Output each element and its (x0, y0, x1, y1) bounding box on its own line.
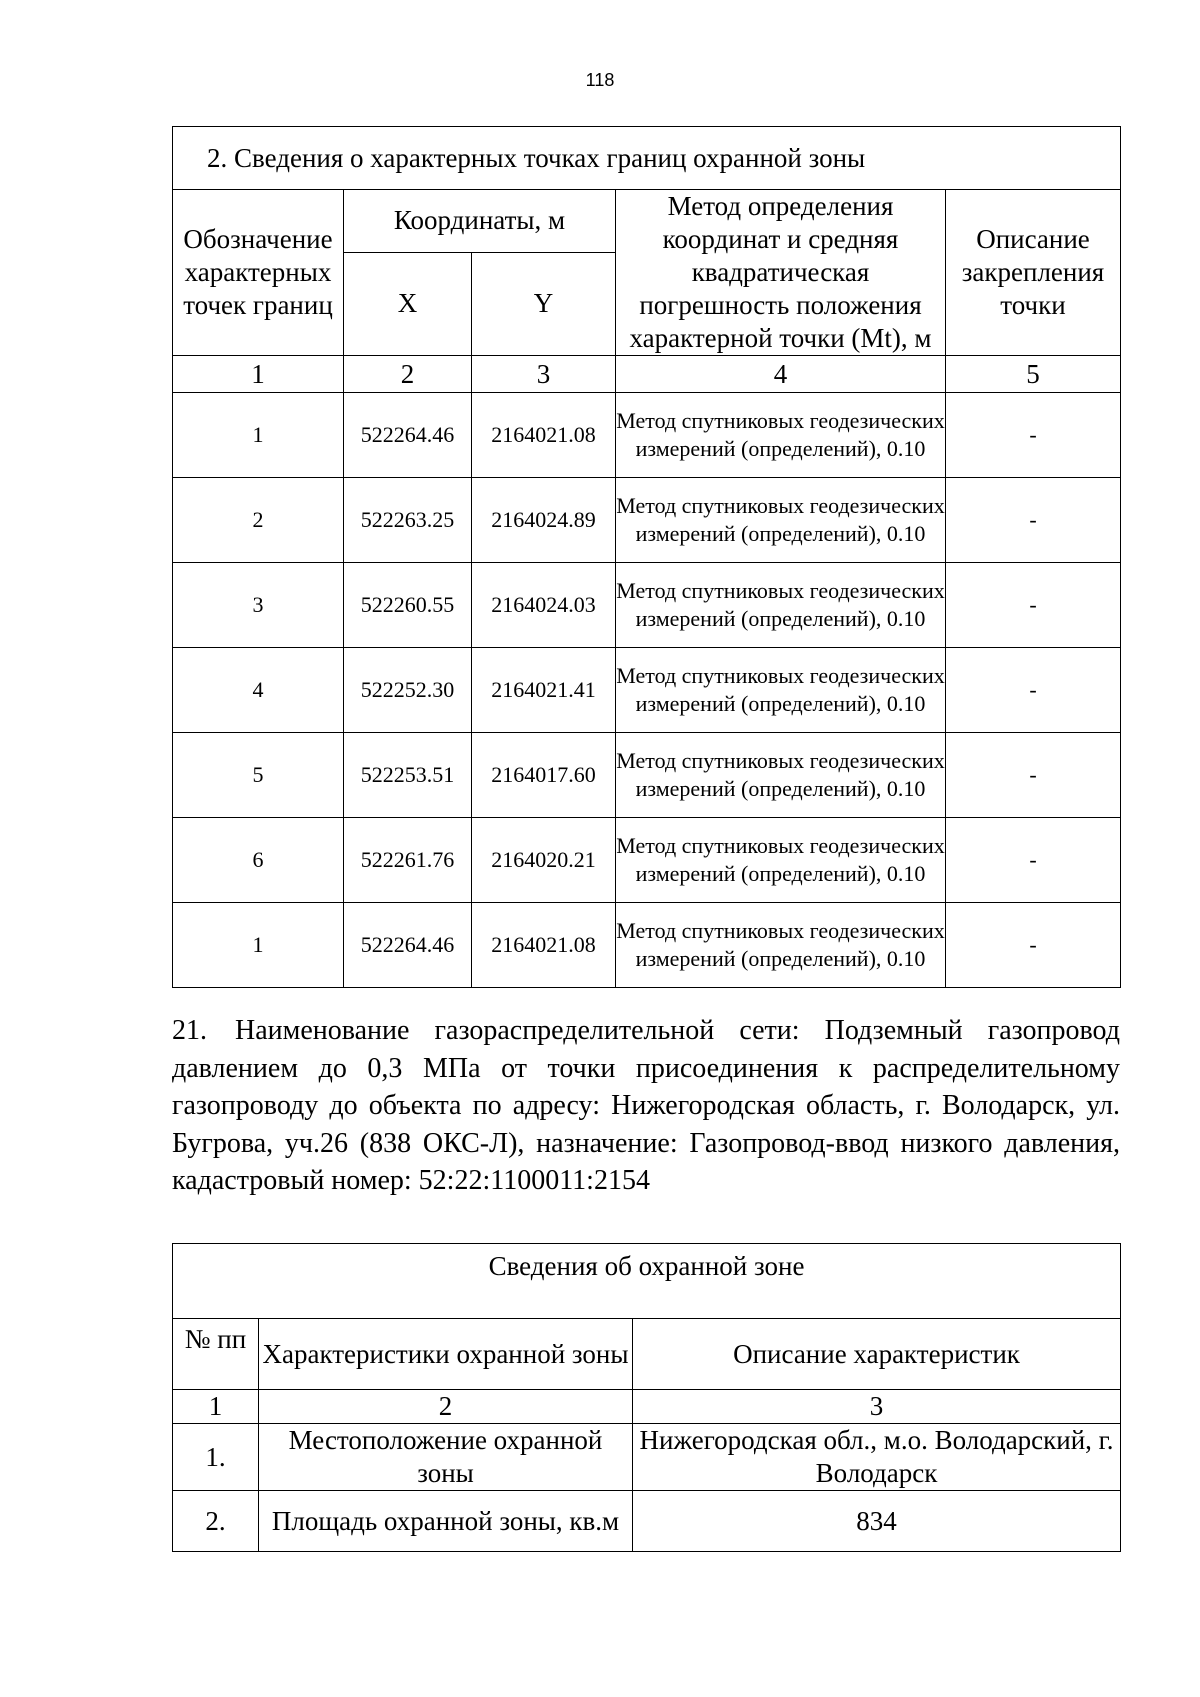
table-row (173, 1491, 1121, 1552)
column-number: 3 (472, 356, 616, 393)
row-number: 2. (173, 1491, 259, 1552)
column-number: 1 (173, 1390, 259, 1424)
header-y: Y (472, 252, 616, 356)
description-cell: - (946, 563, 1121, 648)
boundary-points-table (172, 126, 1121, 988)
point-id: 5 (173, 733, 344, 818)
characteristic-name: Местоположение охранной зоны (259, 1424, 633, 1491)
description-cell: - (946, 818, 1121, 903)
column-number: 3 (633, 1390, 1121, 1424)
coord-x: 522253.51 (344, 733, 472, 818)
description-cell: - (946, 733, 1121, 818)
table-row (173, 563, 1121, 648)
point-id: 2 (173, 478, 344, 563)
column-number: 2 (344, 356, 472, 393)
description-cell: - (946, 648, 1121, 733)
header-method: Метод определения координат и средняя квадратическая погрешность положения характерной точки (Mt), м (616, 190, 946, 356)
coord-y: 2164024.89 (472, 478, 616, 563)
method-cell: Метод спутниковых геодезических измерений (определений), 0.10 (616, 903, 946, 988)
column-number: 1 (173, 356, 344, 393)
table-row (173, 478, 1121, 563)
column-number: 4 (616, 356, 946, 393)
header-description: Описание закрепления точки (946, 190, 1121, 356)
coord-x: 522260.55 (344, 563, 472, 648)
column-number: 5 (946, 356, 1121, 393)
coord-x: 522261.76 (344, 818, 472, 903)
table-row (173, 818, 1121, 903)
point-id: 3 (173, 563, 344, 648)
table-row (173, 733, 1121, 818)
network-description-paragraph: 21. Наименование газораспределительной сети: Подземный газопровод давлением до 0,3 МПа от точки присоединения к распределительному газопроводу до объекта по адресу: Нижегородская область, г. Володарск, ул. Бугрова, уч.26 (838 ОКС-Л), назначение: Газопровод-ввод низкого давления, кадастровый номер: 52:22:1100011:2154 (172, 1015, 1120, 1196)
table-row (173, 648, 1121, 733)
coord-y: 2164021.08 (472, 903, 616, 988)
header-designation: Обозначение характерных точек границ (173, 190, 344, 356)
method-cell: Метод спутниковых геодезических измерений (определений), 0.10 (616, 478, 946, 563)
header-num: № пп (173, 1319, 259, 1390)
coord-y: 2164021.08 (472, 393, 616, 478)
protection-zone-table (172, 1243, 1121, 1552)
coord-y: 2164020.21 (472, 818, 616, 903)
header-characteristics: Характеристики охранной зоны (259, 1319, 633, 1390)
method-cell: Метод спутниковых геодезических измерений (определений), 0.10 (616, 648, 946, 733)
coord-x: 522264.46 (344, 903, 472, 988)
description-cell: - (946, 478, 1121, 563)
header-x: X (344, 252, 472, 356)
characteristic-value: 834 (633, 1491, 1121, 1552)
coord-x: 522252.30 (344, 648, 472, 733)
method-cell: Метод спутниковых геодезических измерений (определений), 0.10 (616, 733, 946, 818)
method-cell: Метод спутниковых геодезических измерений (определений), 0.10 (616, 818, 946, 903)
point-id: 4 (173, 648, 344, 733)
point-id: 1 (173, 903, 344, 988)
table-title: 2. Сведения о характерных точках границ охранной зоны (173, 127, 1121, 190)
point-id: 1 (173, 393, 344, 478)
coord-y: 2164021.41 (472, 648, 616, 733)
point-id: 6 (173, 818, 344, 903)
row-number: 1. (173, 1424, 259, 1491)
characteristic-value: Нижегородская обл., м.о. Володарский, г. Володарск (633, 1424, 1121, 1491)
coord-x: 522264.46 (344, 393, 472, 478)
table-row (173, 903, 1121, 988)
table-row (173, 1424, 1121, 1491)
description-cell: - (946, 903, 1121, 988)
coord-y: 2164024.03 (472, 563, 616, 648)
coord-y: 2164017.60 (472, 733, 616, 818)
column-number: 2 (259, 1390, 633, 1424)
characteristic-name: Площадь охранной зоны, кв.м (259, 1491, 633, 1552)
method-cell: Метод спутниковых геодезических измерений (определений), 0.10 (616, 393, 946, 478)
header-coordinates: Координаты, м (344, 190, 616, 253)
header-description: Описание характеристик (633, 1319, 1121, 1390)
coord-x: 522263.25 (344, 478, 472, 563)
method-cell: Метод спутниковых геодезических измерений (определений), 0.10 (616, 563, 946, 648)
page-number: 118 (585, 70, 615, 90)
table-title: Сведения об охранной зоне (173, 1244, 1121, 1319)
table-row (173, 393, 1121, 478)
description-cell: - (946, 393, 1121, 478)
